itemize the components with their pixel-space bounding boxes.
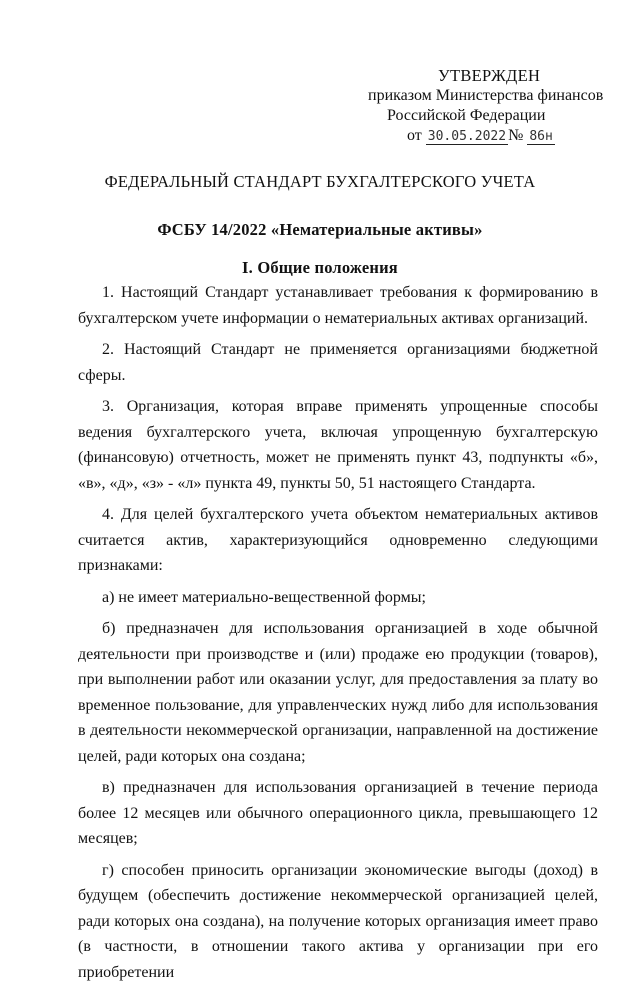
number-prefix: № [508, 127, 524, 144]
approval-date-line [407, 126, 620, 147]
approval-line-country: Российской Федерации [387, 107, 546, 124]
list-item: б) предназначен для использования организацией в ходе обычной деятельности при производстве и (или) продаже ею продукции (товаров), при выполнении работ или оказании услуг, для предоставления за плату во временное пользование, для управленческих нужд либо для использования в деятельности некоммерческой организации, направленной на достижение целей, ради которых она создана; [78, 620, 598, 765]
standard-title: ФСБУ 14/2022 «Нематериальные активы» [157, 220, 483, 239]
document-body [78, 280, 598, 989]
paragraph: 3. Организация, которая вправе применять упрощенные способы ведения бухгалтерского учета, включая упрощенную бухгалтерскую (финансовую) отчетность, может не применять пункт 43, подпункты «б», «в», «д», «з» - «л» пункта 49, пункты 50, 51 настоящего Стандарта. [78, 398, 598, 492]
paragraph: 1. Настоящий Стандарт устанавливает требования к формированию в бухгалтерском учете информации о нематериальных активах организаций. [78, 284, 598, 327]
order-number: 86н [529, 129, 553, 144]
approval-title: УТВЕРЖДЕН [438, 66, 541, 85]
section-title: I. Общие положения [242, 258, 398, 277]
approval-line-ministry: приказом Министерства финансов [368, 87, 604, 104]
list-item: в) предназначен для использования организацией в течение периода более 12 месяцев или обычного операционного цикла, превышающего 12 месяцев; [78, 779, 598, 847]
order-date: 30.05.2022 [427, 129, 507, 144]
list-item: г) способен приносить организации экономические выгоды (доход) в будущем (обеспечить достижение некоммерческой организацией целей, ради которых она создана), на получение которых организация имеет право (в частности, в отношении такого актива у организации при его приобретении [78, 861, 598, 981]
approval-block [360, 66, 620, 147]
document-heading: ФЕДЕРАЛЬНЫЙ СТАНДАРТ БУХГАЛТЕРСКОГО УЧЕТА [104, 172, 536, 191]
paragraph: 4. Для целей бухгалтерского учета объектом нематериальных активов считается актив, характеризующийся одновременно следующими признаками: [78, 506, 598, 574]
paragraph: 2. Настоящий Стандарт не применяется организациями бюджетной сферы. [78, 341, 598, 384]
list-item: а) не имеет материально-вещественной формы; [102, 588, 426, 606]
date-prefix: от [407, 127, 422, 144]
